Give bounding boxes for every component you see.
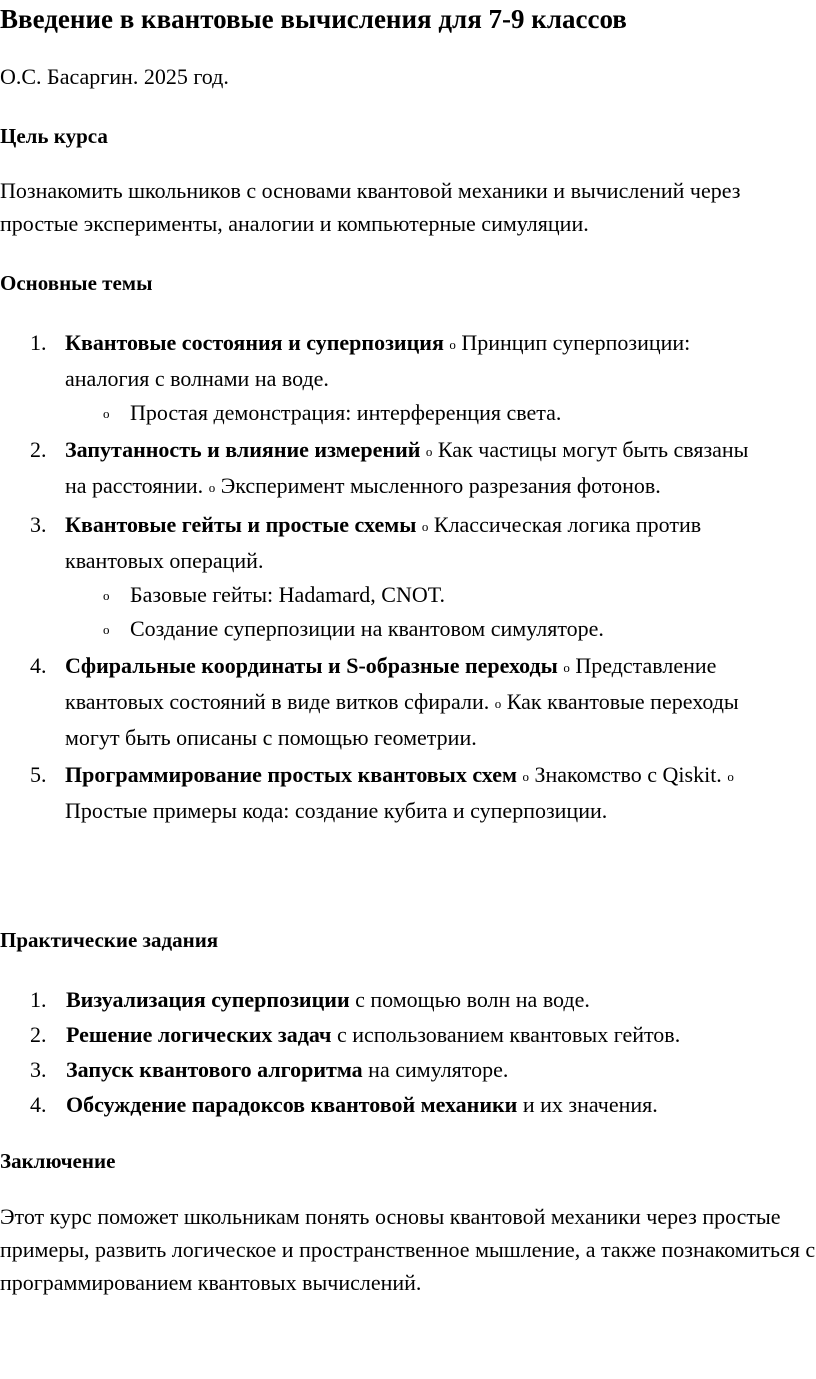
topic-subpoint-text: Базовые гейты: Hadamard, CNOT. — [130, 581, 446, 607]
task-title: Решение логических задач — [66, 1022, 332, 1047]
topic-item — [30, 758, 750, 828]
bullet-icon: o — [563, 659, 570, 675]
topic-title: Квантовые состояния и суперпозиция — [65, 330, 444, 355]
task-number: 2. — [30, 1022, 47, 1047]
topic-item — [30, 326, 750, 430]
task-item — [30, 1053, 810, 1087]
topic-subpoint-text: Простая демонстрация: интерференция света. — [130, 399, 562, 425]
task-title: Визуализация суперпозиции — [66, 987, 350, 1012]
topic-item — [30, 433, 750, 505]
topic-point: Как частицы могут быть связаны на расстоянии. — [65, 436, 749, 498]
task-item — [30, 1018, 810, 1052]
topic-title: Сфиральные координаты и S-образные переходы — [65, 652, 558, 678]
topic-subpoint — [65, 578, 750, 612]
task-text: и их значения. — [517, 1092, 658, 1117]
task-text: с помощью волн на воде. — [349, 987, 590, 1012]
topic-subpoint — [65, 612, 750, 646]
topic-number: 2. — [30, 436, 47, 462]
topic-number: 5. — [30, 761, 47, 787]
author-line: О.С. Басаргин. 2025 год. — [0, 64, 229, 89]
topic-point: Классическая логика против квантовых операций. — [65, 511, 702, 573]
tasks-list — [30, 983, 810, 1123]
bullet-icon: o — [103, 587, 110, 603]
bullet-icon: o — [425, 443, 433, 459]
task-title: Обсуждение парадоксов квантовой механики — [66, 1092, 518, 1117]
tasks-heading: Практические задания — [0, 928, 219, 952]
goal-heading: Цель курса — [0, 124, 108, 148]
topic-number: 1. — [30, 330, 47, 355]
task-title: Запуск квантового алгоритма — [66, 1057, 363, 1082]
task-text: с использованием квантовых гейтов. — [331, 1022, 681, 1047]
bullet-icon: o — [522, 768, 529, 784]
bullet-icon: o — [421, 518, 429, 534]
goal-text: Познакомить школьников с основами квантовой механики и вычислений через простые эксперименты, аналогии и компьютерные симуляции. — [0, 178, 741, 236]
topic-point: Представление квантовых состояний в виде витков сфирали. — [65, 652, 717, 714]
topic-point: Как квантовые переходы могут быть описаны с помощью геометрии. — [65, 688, 739, 750]
bullet-icon: o — [494, 695, 502, 711]
task-text: на симуляторе. — [362, 1057, 509, 1082]
task-number: 1. — [30, 987, 47, 1012]
bullet-icon: o — [208, 479, 216, 495]
conclusion-heading: Заключение — [0, 1149, 116, 1173]
task-item — [30, 983, 810, 1017]
topic-number: 4. — [30, 652, 47, 678]
topic-point: Простые примеры кода: создание кубита и суперпозиции. — [65, 797, 608, 823]
topic-title: Запутанность и влияние измерений — [65, 436, 421, 462]
topic-subpoint-text: Создание суперпозиции на квантовом симуляторе. — [130, 615, 604, 641]
page-title: Введение в квантовые вычисления для 7-9 классов — [0, 4, 627, 34]
task-number: 3. — [30, 1057, 47, 1082]
topic-subpoint — [65, 396, 750, 430]
topics-list — [30, 326, 750, 831]
bullet-icon: o — [449, 336, 456, 352]
task-item — [30, 1088, 810, 1122]
topic-title: Программирование простых квантовых схем — [65, 761, 517, 787]
topic-title: Квантовые гейты и простые схемы — [65, 511, 417, 537]
topics-heading: Основные темы — [0, 271, 153, 295]
topic-point: Эксперимент мысленного разрезания фотонов. — [220, 472, 661, 498]
bullet-icon: o — [103, 405, 110, 421]
topic-item — [30, 508, 750, 646]
bullet-icon: o — [727, 768, 734, 784]
topic-point: Знакомство с Qiskit. — [534, 761, 722, 787]
topic-point: Принцип суперпозиции: аналогия с волнами на воде. — [65, 330, 691, 391]
bullet-icon: o — [103, 621, 110, 637]
topic-item — [30, 649, 750, 755]
conclusion-text: Этот курс поможет школьникам понять основы квантовой механики через простые примеры, развить логическое и пространственное мышление, а также познакомиться с программированием квантовых вычислений. — [0, 1204, 816, 1295]
topic-number: 3. — [30, 511, 47, 537]
task-number: 4. — [30, 1092, 47, 1117]
